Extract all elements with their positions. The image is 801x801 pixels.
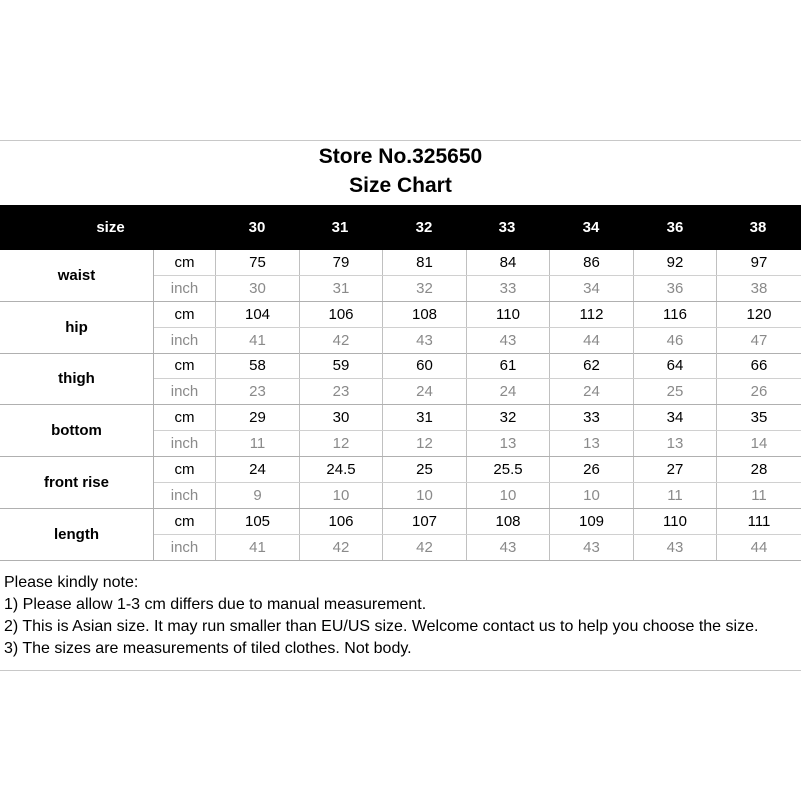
- table-cell: 25: [383, 457, 467, 482]
- measurement-group: [0, 302, 801, 354]
- table-cell: 43: [634, 535, 717, 560]
- table-cell: 92: [634, 250, 717, 275]
- table-cell: 41: [216, 328, 300, 353]
- table-cell: 24: [216, 457, 300, 482]
- size-header-cell: 33: [498, 219, 516, 236]
- measurement-group: [0, 457, 801, 509]
- table-cell: 41: [216, 535, 300, 560]
- table-cell: 110: [467, 302, 550, 327]
- table-cell: 106: [300, 302, 383, 327]
- table-cell: 28: [750, 460, 768, 478]
- table-cell: 43: [467, 328, 550, 353]
- table-cell: 42: [300, 328, 383, 353]
- measurement-label: hip: [0, 302, 154, 353]
- unit-label: cm: [154, 353, 216, 378]
- table-cell: 11: [751, 486, 767, 504]
- table-cell: 25: [634, 379, 717, 404]
- note-item: 3) The sizes are measurements of tiled clothes. Not body.: [4, 640, 412, 657]
- table-cell: 9: [216, 483, 300, 508]
- table-cell: 86: [550, 250, 634, 275]
- table-cell: 109: [550, 509, 634, 534]
- table-cell: 11: [216, 431, 300, 456]
- inch-row: [154, 328, 801, 353]
- table-cell: 14: [750, 435, 768, 453]
- table-cell: 43: [383, 328, 467, 353]
- table-cell: 47: [750, 331, 768, 349]
- size-header-cell: 31: [331, 219, 349, 236]
- chart-subtitle: Size Chart: [349, 174, 452, 197]
- unit-label: inch: [154, 483, 216, 508]
- table-cell: 59: [300, 353, 383, 378]
- table-cell: 23: [216, 379, 300, 404]
- table-cell: 107: [383, 509, 467, 534]
- table-cell: 12: [383, 431, 467, 456]
- table-cell: 24: [550, 379, 634, 404]
- table-cell: 64: [634, 353, 717, 378]
- table-cell: 108: [467, 509, 550, 534]
- unit-label: inch: [154, 535, 216, 560]
- table-cell: 10: [550, 483, 634, 508]
- measurement-group: [0, 353, 801, 405]
- table-cell: 75: [216, 250, 300, 275]
- table-cell: 13: [634, 431, 717, 456]
- cm-row: [154, 405, 801, 431]
- note-item: 1) Please allow 1-3 cm differs due to manual measurement.: [4, 596, 427, 613]
- measurement-label: front rise: [0, 457, 154, 508]
- size-header-row: [0, 205, 801, 250]
- notes-section: [4, 572, 758, 660]
- table-cell: 46: [634, 328, 717, 353]
- unit-label: cm: [154, 457, 216, 482]
- measurement-label: waist: [0, 250, 154, 301]
- table-cell: 61: [467, 353, 550, 378]
- unit-label: inch: [154, 431, 216, 456]
- table-cell: 31: [383, 405, 467, 430]
- table-cell: 112: [550, 302, 634, 327]
- size-header-label: size: [96, 219, 125, 236]
- table-cell: 62: [550, 353, 634, 378]
- table-cell: 33: [550, 405, 634, 430]
- table-cell: 25.5: [467, 457, 550, 482]
- table-cell: 10: [300, 483, 383, 508]
- table-cell: 44: [750, 538, 768, 556]
- table-cell: 30: [300, 405, 383, 430]
- table-cell: 29: [216, 405, 300, 430]
- table-cell: 35: [750, 409, 768, 427]
- unit-label: cm: [154, 509, 216, 534]
- table-cell: 32: [467, 405, 550, 430]
- measurement-group: [0, 405, 801, 457]
- measurement-label: length: [0, 509, 154, 560]
- table-cell: 42: [300, 535, 383, 560]
- table-cell: 104: [216, 302, 300, 327]
- size-header-cell: 34: [582, 219, 600, 236]
- table-cell: 32: [383, 276, 467, 301]
- inch-row: [154, 276, 801, 301]
- cm-row: [154, 353, 801, 379]
- table-cell: 42: [383, 535, 467, 560]
- size-header-cell: 30: [248, 219, 266, 236]
- inch-row: [154, 483, 801, 508]
- measurement-group: [0, 250, 801, 302]
- note-item: 2) This is Asian size. It may run smaller than EU/US size. Welcome contact us to help you choose the size.: [4, 618, 759, 635]
- measurement-label: bottom: [0, 405, 154, 456]
- unit-label: inch: [154, 379, 216, 404]
- table-cell: 60: [383, 353, 467, 378]
- cm-row: [154, 509, 801, 535]
- unit-label: cm: [154, 302, 216, 327]
- table-cell: 10: [383, 483, 467, 508]
- table-cell: 110: [634, 509, 717, 534]
- table-cell: 43: [550, 535, 634, 560]
- size-table: [0, 250, 801, 560]
- table-cell: 66: [750, 357, 768, 375]
- table-cell: 105: [216, 509, 300, 534]
- table-cell: 31: [300, 276, 383, 301]
- table-cell: 116: [634, 302, 717, 327]
- table-cell: 38: [750, 280, 768, 297]
- size-header-cell: 32: [415, 219, 433, 236]
- unit-label: cm: [154, 250, 216, 275]
- inch-row: [154, 431, 801, 456]
- table-cell: 58: [216, 353, 300, 378]
- table-cell: 33: [467, 276, 550, 301]
- table-cell: 97: [750, 254, 768, 271]
- table-cell: 24.5: [300, 457, 383, 482]
- table-cell: 26: [750, 383, 768, 401]
- table-cell: 36: [634, 276, 717, 301]
- table-cell: 43: [467, 535, 550, 560]
- table-cell: 13: [467, 431, 550, 456]
- table-cell: 34: [634, 405, 717, 430]
- table-cell: 79: [300, 250, 383, 275]
- inch-row: [154, 535, 801, 560]
- cm-row: [154, 302, 801, 328]
- table-cell: 34: [550, 276, 634, 301]
- notes-heading: Please kindly note:: [4, 574, 139, 591]
- table-cell: 30: [216, 276, 300, 301]
- table-cell: 13: [550, 431, 634, 456]
- unit-label: inch: [154, 276, 216, 301]
- table-cell: 106: [300, 509, 383, 534]
- store-title: Store No.325650: [318, 145, 483, 168]
- inch-row: [154, 379, 801, 404]
- cm-row: [154, 457, 801, 483]
- table-cell: 26: [550, 457, 634, 482]
- table-cell: 120: [746, 305, 772, 323]
- table-cell: 10: [467, 483, 550, 508]
- size-header-cell: 36: [666, 219, 684, 236]
- measurement-label: thigh: [0, 353, 154, 404]
- table-cell: 11: [634, 483, 717, 508]
- table-cell: 23: [300, 379, 383, 404]
- measurement-group: [0, 509, 801, 561]
- table-cell: 84: [467, 250, 550, 275]
- size-header-cell: 38: [749, 219, 767, 236]
- table-cell: 12: [300, 431, 383, 456]
- table-cell: 44: [550, 328, 634, 353]
- table-cell: 24: [383, 379, 467, 404]
- unit-label: cm: [154, 405, 216, 430]
- table-cell: 24: [467, 379, 550, 404]
- table-cell: 108: [383, 302, 467, 327]
- table-cell: 27: [634, 457, 717, 482]
- table-cell: 81: [383, 250, 467, 275]
- table-cell: 111: [747, 512, 771, 530]
- cm-row: [154, 250, 801, 276]
- unit-label: inch: [154, 328, 216, 353]
